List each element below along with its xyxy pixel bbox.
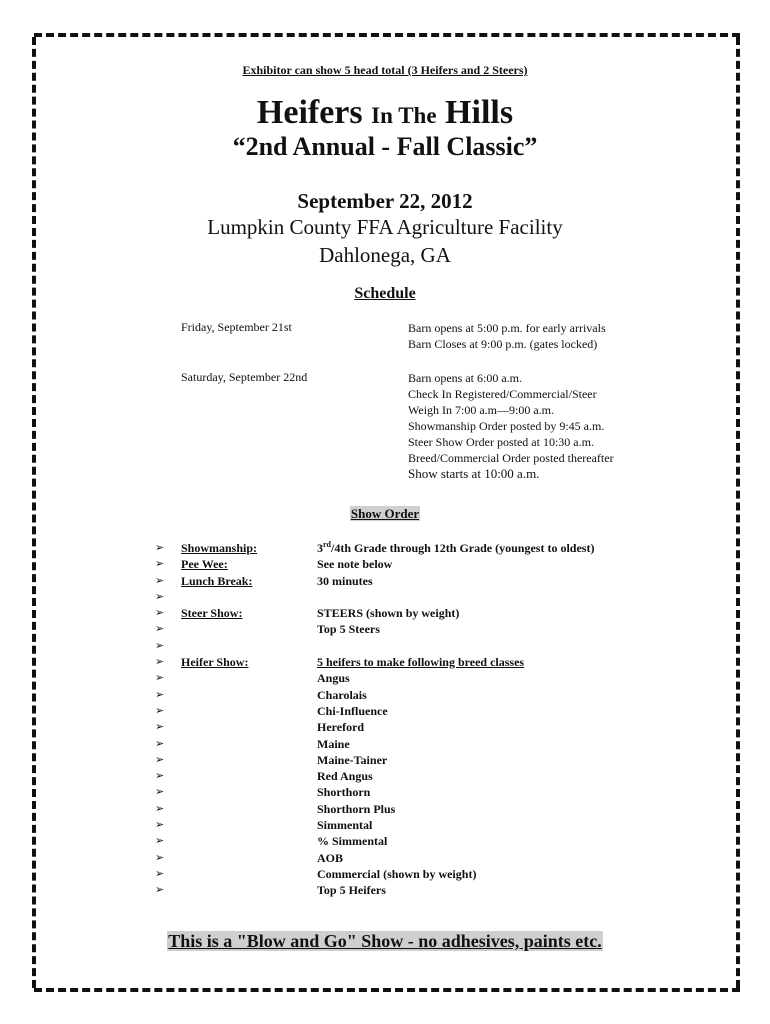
title-word-heifers: Heifers <box>256 94 363 131</box>
event-facility: Lumpkin County FFA Agriculture Facility <box>207 215 563 239</box>
show-order-row <box>155 736 715 752</box>
showmanship-ordinal: 3 <box>317 541 323 555</box>
show-order-row <box>155 573 715 589</box>
show-order-value: Charolais <box>317 687 367 702</box>
page-border-top <box>34 33 740 37</box>
show-order-value: Top 5 Steers <box>317 622 380 637</box>
show-order-heading <box>0 506 770 522</box>
show-order-row <box>155 589 715 605</box>
show-order-row <box>155 540 715 556</box>
arrow-bullet-icon: ➢ <box>155 721 165 734</box>
showmanship-ordinal-suffix: rd <box>323 540 331 549</box>
schedule-saturday-lines <box>408 370 614 482</box>
event-city: Dahlonega, GA <box>319 243 451 267</box>
arrow-bullet-icon: ➢ <box>155 802 165 815</box>
show-order-value: Maine-Tainer <box>317 752 388 767</box>
show-order-row <box>155 687 715 703</box>
arrow-bullet-icon: ➢ <box>155 656 165 669</box>
show-order-row <box>155 638 715 654</box>
show-order-value: 30 minutes <box>317 573 373 588</box>
show-order-value: STEERS (shown by weight) <box>317 606 460 621</box>
show-order-row <box>155 703 715 719</box>
arrow-bullet-icon: ➢ <box>155 753 165 766</box>
footer-note-text: This is a "Blow and Go" Show - no adhesives, paints etc. <box>168 931 602 951</box>
showmanship-value-text: /4th Grade through 12th Grade (youngest to oldest) <box>331 541 595 555</box>
show-order-heading-text: Show Order <box>350 506 420 521</box>
show-order-value: Angus <box>317 671 350 686</box>
show-order-value: Shorthorn <box>317 785 371 800</box>
show-order-row <box>155 670 715 686</box>
show-order-value: 5 heifers to make following breed classes <box>317 655 525 670</box>
schedule-line: Steer Show Order posted at 10:30 a.m. <box>408 435 594 449</box>
show-order-label: Lunch Break: <box>181 573 253 588</box>
page-title <box>0 94 770 135</box>
show-order-row <box>155 556 715 572</box>
show-order-value: AOB <box>317 850 344 865</box>
exhibitor-note: Exhibitor can show 5 head total (3 Heifers and 2 Steers) <box>242 63 528 77</box>
show-order-value: Maine <box>317 736 350 751</box>
arrow-bullet-icon: ➢ <box>155 672 165 685</box>
show-order-row <box>155 801 715 817</box>
arrow-bullet-icon: ➢ <box>155 819 165 832</box>
show-order-label: Heifer Show: <box>181 655 249 670</box>
show-order-row <box>155 752 715 768</box>
title-word-hills: Hills <box>445 94 514 131</box>
show-order-row <box>155 605 715 621</box>
show-order-value: Red Angus <box>317 769 373 784</box>
schedule-friday-lines <box>408 320 606 352</box>
schedule-line: Barn opens at 5:00 p.m. for early arrivals <box>408 321 606 335</box>
arrow-bullet-icon: ➢ <box>155 623 165 636</box>
schedule-day-saturday: Saturday, September 22nd <box>181 370 308 384</box>
schedule-heading: Schedule <box>354 285 416 302</box>
arrow-bullet-icon: ➢ <box>155 867 165 880</box>
schedule-line: Showmanship Order posted by 9:45 a.m. <box>408 419 605 433</box>
arrow-bullet-icon: ➢ <box>155 737 165 750</box>
title-word-in-the: In The <box>371 103 437 128</box>
show-order-value: Top 5 Heifers <box>317 883 386 898</box>
show-order-row <box>155 621 715 637</box>
show-order-label: Showmanship: <box>181 541 258 555</box>
arrow-bullet-icon: ➢ <box>155 884 165 897</box>
show-order-label: Pee Wee: <box>181 557 228 572</box>
arrow-bullet-icon: ➢ <box>155 851 165 864</box>
arrow-bullet-icon: ➢ <box>155 639 165 652</box>
arrow-bullet-icon: ➢ <box>155 786 165 799</box>
show-order-row <box>155 833 715 849</box>
arrow-bullet-icon: ➢ <box>155 542 165 554</box>
show-order-list <box>155 540 715 899</box>
schedule-line: Barn Closes at 9:00 p.m. (gates locked) <box>408 337 598 351</box>
page-subtitle: “2nd Annual - Fall Classic” <box>232 132 538 161</box>
schedule-line: Barn opens at 6:00 a.m. <box>408 371 522 385</box>
arrow-bullet-icon: ➢ <box>155 688 165 701</box>
show-order-row <box>155 654 715 670</box>
show-order-value <box>317 540 594 556</box>
show-order-value: Chi-Influence <box>317 703 388 718</box>
show-order-value: Hereford <box>317 720 365 735</box>
arrow-bullet-icon: ➢ <box>155 574 165 587</box>
show-order-row <box>155 768 715 784</box>
schedule-line: Check In Registered/Commercial/Steer <box>408 387 597 401</box>
show-order-row <box>155 850 715 866</box>
show-order-row <box>155 882 715 898</box>
schedule-line: Show starts at 10:00 a.m. <box>408 466 540 481</box>
arrow-bullet-icon: ➢ <box>155 770 165 783</box>
show-order-value: % Simmental <box>317 834 388 849</box>
show-order-row <box>155 817 715 833</box>
arrow-bullet-icon: ➢ <box>155 835 165 848</box>
show-order-value: Simmental <box>317 818 373 833</box>
page-border-bottom <box>34 988 740 992</box>
show-order-row <box>155 784 715 800</box>
show-order-row <box>155 719 715 735</box>
arrow-bullet-icon: ➢ <box>155 607 165 620</box>
event-date: September 22, 2012 <box>297 189 473 213</box>
footer-note <box>0 931 770 952</box>
show-order-value: See note below <box>317 557 393 572</box>
arrow-bullet-icon: ➢ <box>155 558 165 571</box>
schedule-day-friday: Friday, September 21st <box>181 320 292 334</box>
schedule-line: Weigh In 7:00 a.m—9:00 a.m. <box>408 403 555 417</box>
show-order-label: Steer Show: <box>181 606 243 621</box>
show-order-value: Shorthorn Plus <box>317 801 396 816</box>
arrow-bullet-icon: ➢ <box>155 590 165 603</box>
arrow-bullet-icon: ➢ <box>155 704 165 717</box>
show-order-row <box>155 866 715 882</box>
schedule-line: Breed/Commercial Order posted thereafter <box>408 451 614 465</box>
show-order-value: Commercial (shown by weight) <box>317 866 477 881</box>
